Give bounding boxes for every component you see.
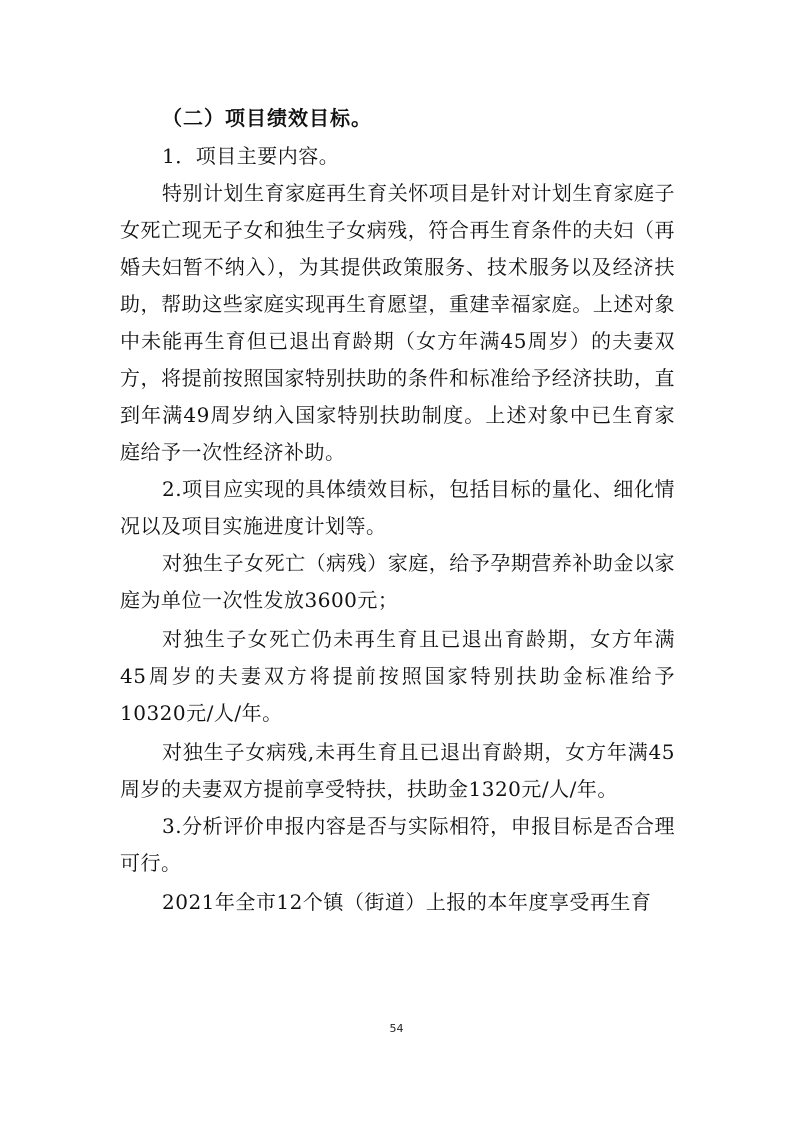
paragraph-2021-report: 2021年全市12个镇（街道）上报的本年度享受再生育: [162, 890, 652, 914]
paragraph-evaluation-title: 3.分析评价申报内容是否与实际相符，申报目标是否合理可行。: [120, 814, 675, 875]
paragraph-performance-goals-title: 2.项目应实现的具体绩效目标，包括目标的量化、细化情况以及项目实施进度计划等。: [120, 477, 675, 538]
section-heading: （二）项目绩效目标。: [162, 106, 372, 130]
paragraph-nutrition-subsidy: 对独生子女死亡（病残）家庭，给予孕期营养补助金以家庭为单位一次性发放3600元；: [120, 551, 675, 612]
paragraph-death-special-support: 对独生子女死亡仍未再生育且已退出育龄期，女方年满45周岁的夫妻双方将提前按照国家特别扶助金标准给予10320元/人/年。: [120, 627, 675, 725]
paragraph-project-content-title: 1．项目主要内容。: [162, 144, 340, 168]
paragraph-project-description: 特别计划生育家庭再生育关怀项目是针对计划生育家庭子女死亡现无子女和独生子女病残，符合再生育条件的夫妇（再婚夫妇暂不纳入），为其提供政策服务、技术服务以及经济扶助，帮助这些家庭实现再生育愿望，重建幸福家庭。上述对象中未能再生育但已退出育龄期（女方年满45周岁）的夫妻双方，将提前按照国家特别扶助的条件和标准给予经济扶助，直到年满49周岁纳入国家特别扶助制度。上述对象中已生育家庭给予一次性经济补助。: [120, 181, 675, 464]
page-number: 54: [389, 1022, 404, 1035]
paragraph-disability-special-support: 对独生子女病残,未再生育且已退出育龄期，女方年满45周岁的夫妻双方提前享受特扶，扶助金1320元/人/年。: [120, 740, 675, 801]
document-body: [120, 98, 675, 921]
